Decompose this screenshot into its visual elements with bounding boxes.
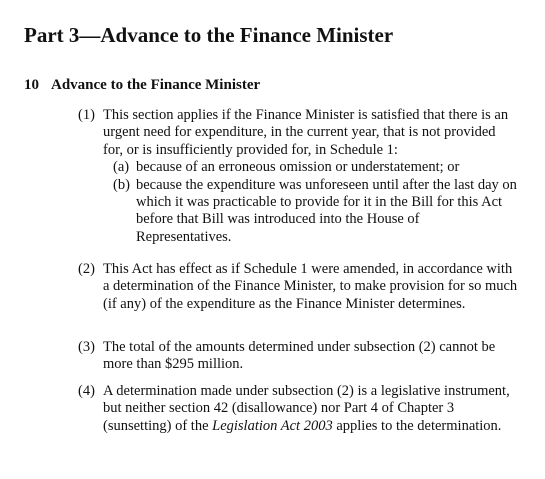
part-title: Part 3—Advance to the Finance Minister [24, 23, 394, 47]
subsection-label: (3) [78, 339, 95, 355]
subsection-text: The total of the amounts determined under subsection (2) cannot be more than $295 million. [103, 339, 496, 373]
section-heading-text: Advance to the Finance Minister [51, 77, 261, 93]
subsection-text [103, 383, 518, 435]
text-segment: A determination made under subsection (2) is a legislative instrument, but neither section 42 (disallowance) nor Part 4 of Chapter 3 (sunsetting) of the [103, 383, 510, 434]
paragraph-text: because the expenditure was unforeseen until after the last day on which it was practicable to provide for it in the Bill for this Act before that Bill was introduced into the House of Representatives. [136, 176, 517, 245]
paragraph-label: (a) [113, 159, 130, 176]
subsection-3 [78, 339, 518, 374]
paragraph-b [113, 177, 518, 247]
subsection-1 [78, 107, 518, 246]
subsection-text: This section applies if the Finance Minister is satisfied that there is an urgent need for expenditure, in the current year, that is not provided for, or is insufficiently provided for, in Schedule 1: [103, 107, 509, 158]
subsection-2 [78, 261, 518, 313]
text-segment: applies to the determination. [332, 417, 502, 434]
act-title-citation: Legislation Act 2003 [212, 417, 333, 434]
subsection-text: This Act has effect as if Schedule 1 were amended, in accordance with a determination of the Finance Minister, to make provision for so much (if any) of the expenditure as the Finance Minister determines. [103, 261, 518, 312]
subsection-label: (4) [78, 383, 95, 399]
section-heading [24, 74, 260, 96]
paragraph-label: (b) [113, 176, 130, 193]
subsection-4 [78, 383, 518, 435]
section-number: 10 [24, 77, 39, 93]
subsection-label: (1) [78, 107, 95, 123]
paragraph-list [113, 159, 518, 246]
paragraph-text: because of an erroneous omission or understatement; or [136, 159, 460, 176]
subsection-label: (2) [78, 261, 95, 277]
paragraph-a [113, 159, 518, 176]
